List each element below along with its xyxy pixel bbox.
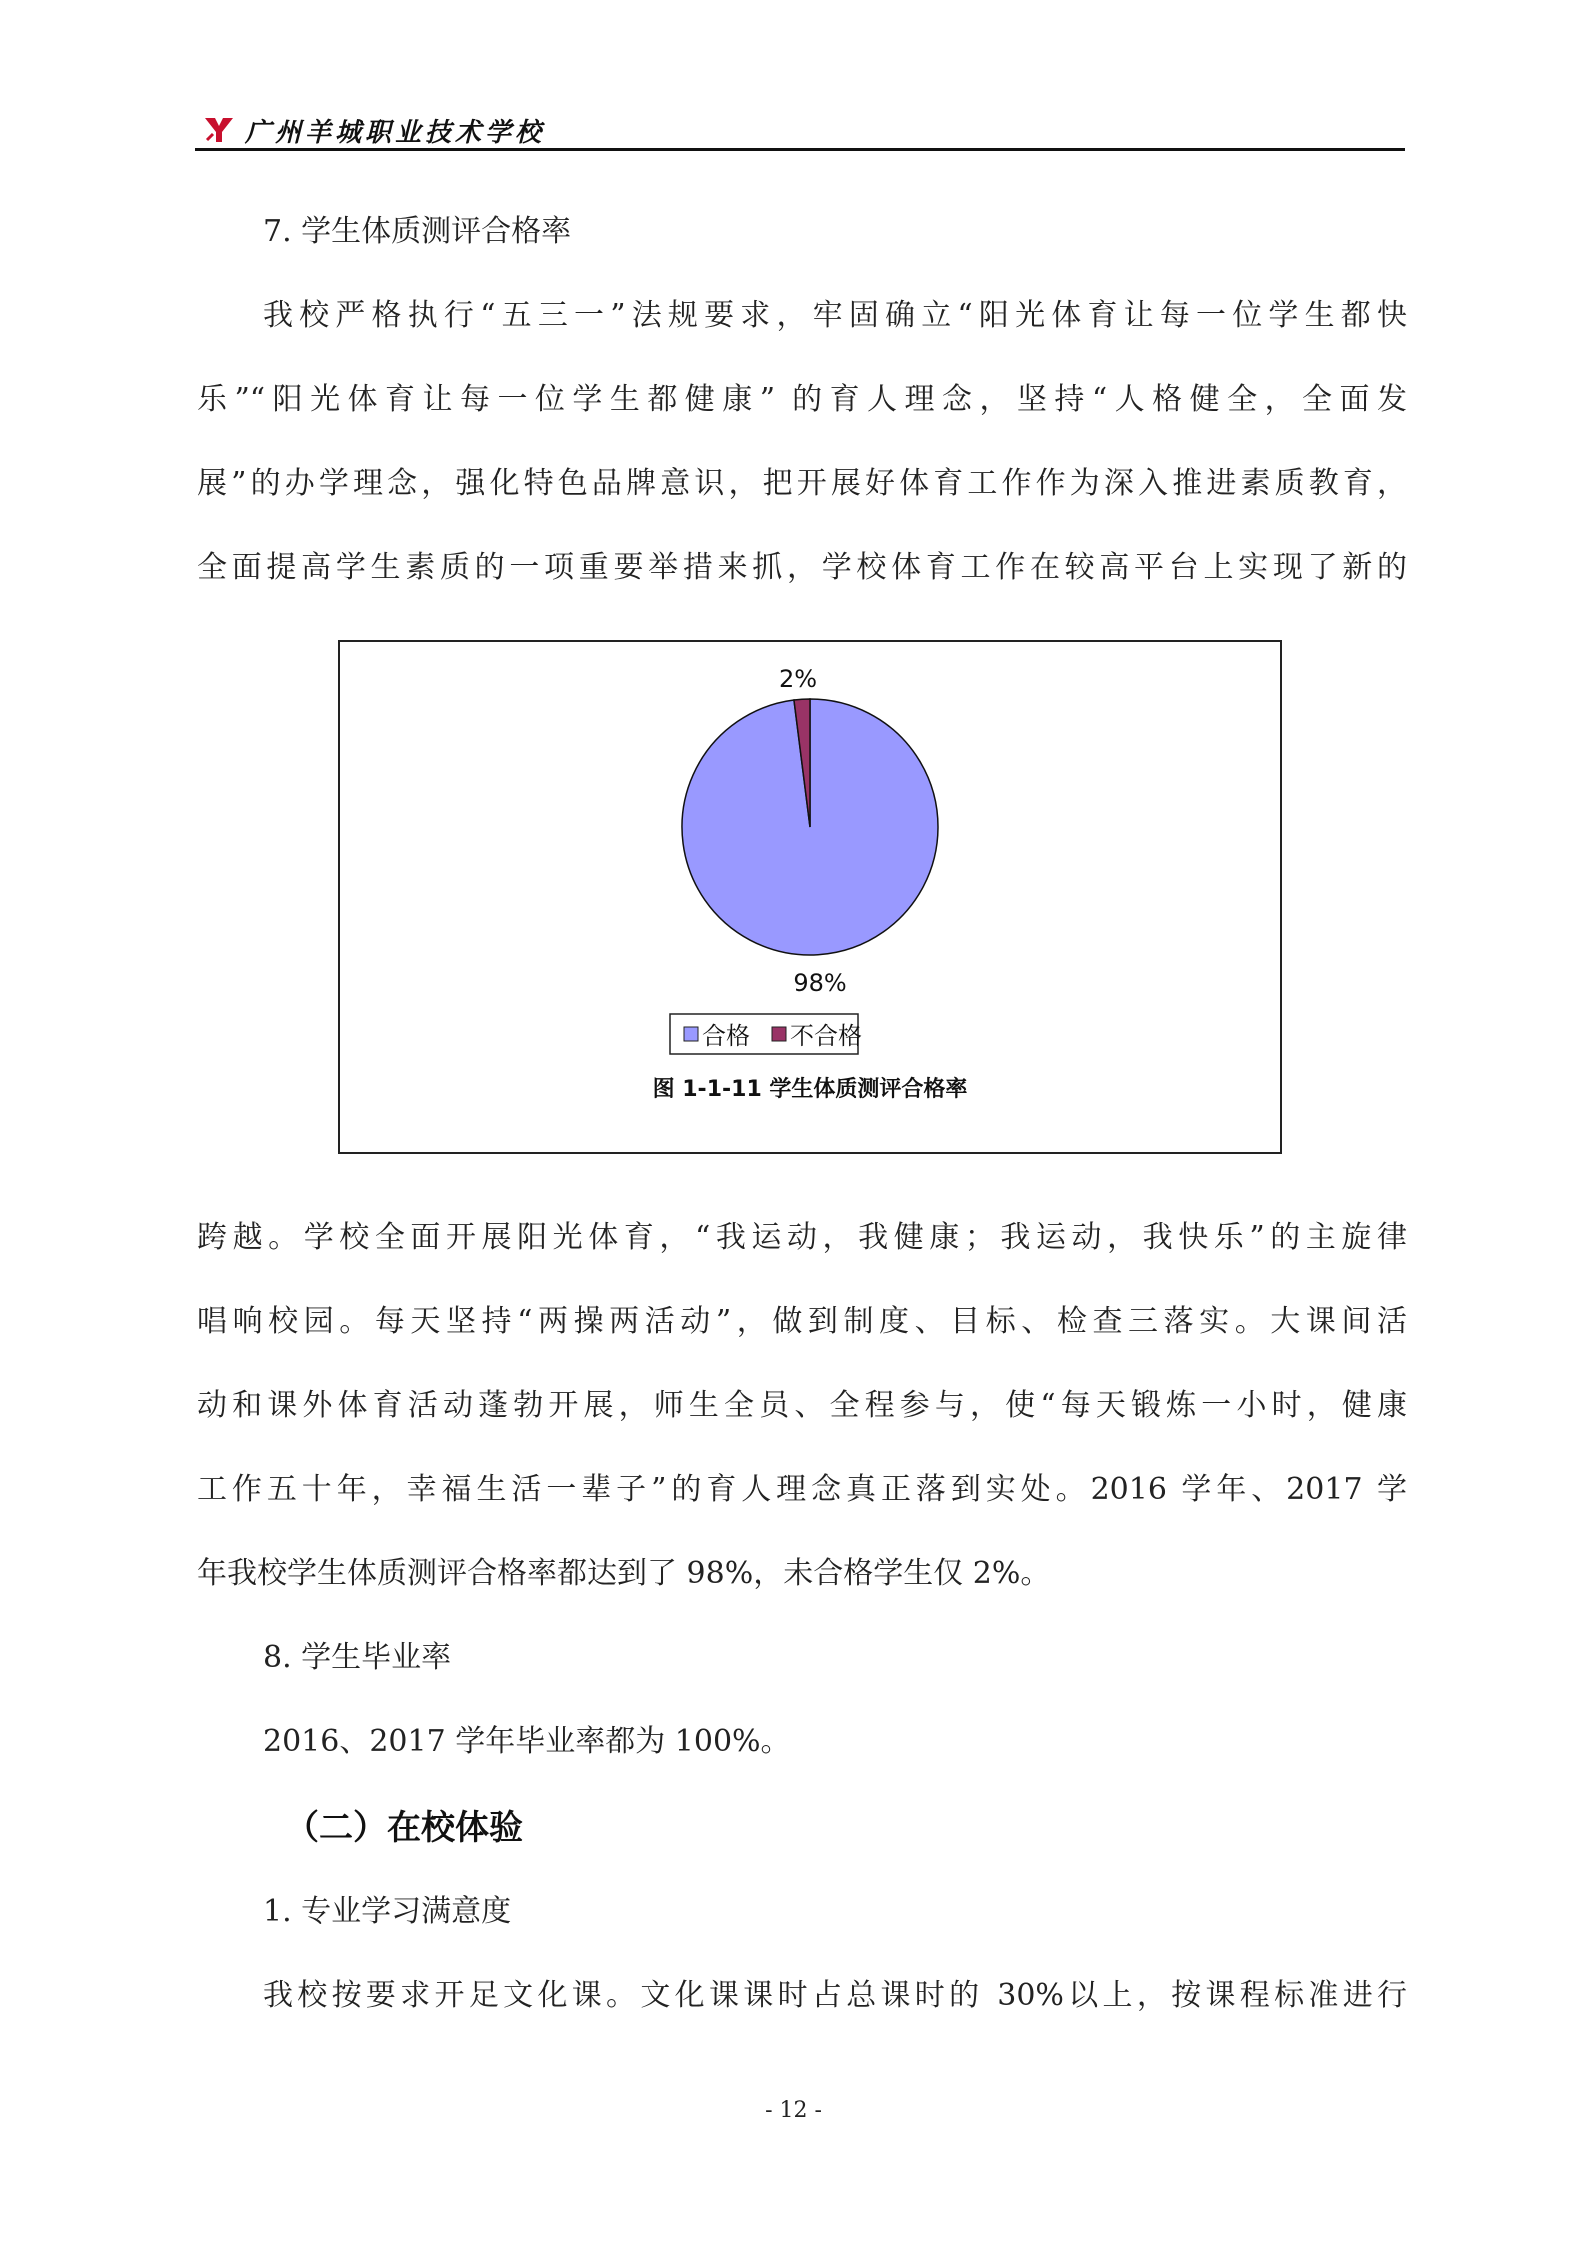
pie-chart	[340, 642, 1280, 1062]
section-8-text: 2016、2017 学年毕业率都为 100%。	[263, 1724, 791, 1759]
page-header	[195, 108, 1405, 150]
subsection-1-title: 1. 专业学习满意度	[263, 1894, 512, 1929]
chart-caption: 图 1-1-11 学生体质测评合格率	[652, 1077, 968, 1102]
section-7-title: 7. 学生体质测评合格率	[263, 214, 572, 249]
legend-swatch-pass	[684, 1027, 698, 1041]
pie-chart-figure	[338, 640, 1282, 1154]
para2-line-3: 动和课外体育活动蓬勃开展，师生全员、全程参与，使“每天锻炼一小时，健康	[197, 1388, 1407, 1423]
page-number: - 12 -	[765, 2098, 822, 2123]
para1-line-4: 全面提高学生素质的一项重要举措来抓，学校体育工作在较高平台上实现了新的	[197, 550, 1407, 585]
school-name: 广州羊城职业技术学校	[245, 118, 546, 148]
slice-label-fail: 2%	[778, 665, 818, 693]
para2-line-2: 唱响校园。每天坚持“两操两活动”，做到制度、目标、检查三落实。大课间活	[197, 1304, 1407, 1339]
para2-line-1: 跨越。学校全面开展阳光体育，“我运动，我健康；我运动，我快乐”的主旋律	[197, 1220, 1407, 1255]
section-heading-experience: （二）在校体验	[285, 1808, 523, 1848]
legend-label-pass: 合格	[702, 1022, 750, 1050]
para1-line-2: 乐”“阳光体育让每一位学生都健康” 的育人理念，坚持“人格健全，全面发	[197, 382, 1407, 417]
section-8-title: 8. 学生毕业率	[263, 1640, 452, 1675]
para2-line-4: 工作五十年，幸福生活一辈子”的育人理念真正落到实处。2016 学年、2017 学	[197, 1472, 1407, 1507]
para1-line-3: 展”的办学理念，强化特色品牌意识，把开展好体育工作作为深入推进素质教育，	[197, 466, 1407, 501]
legend	[670, 1014, 862, 1054]
school-logo-icon	[203, 114, 235, 144]
header-rule	[195, 148, 1405, 151]
legend-label-fail: 不合格	[790, 1022, 862, 1050]
para1-line-1: 我校严格执行“五三一”法规要求，牢固确立“阳光体育让每一位学生都快	[263, 298, 1407, 333]
para2-line-5: 年我校学生体质测评合格率都达到了 98%，未合格学生仅 2%。	[197, 1556, 1051, 1591]
subsection-1-text: 我校按要求开足文化课。文化课课时占总课时的 30%以上，按课程标准进行	[263, 1978, 1407, 2013]
legend-swatch-fail	[772, 1027, 786, 1041]
slice-label-pass: 98%	[793, 969, 847, 997]
pie-slices	[682, 699, 938, 955]
